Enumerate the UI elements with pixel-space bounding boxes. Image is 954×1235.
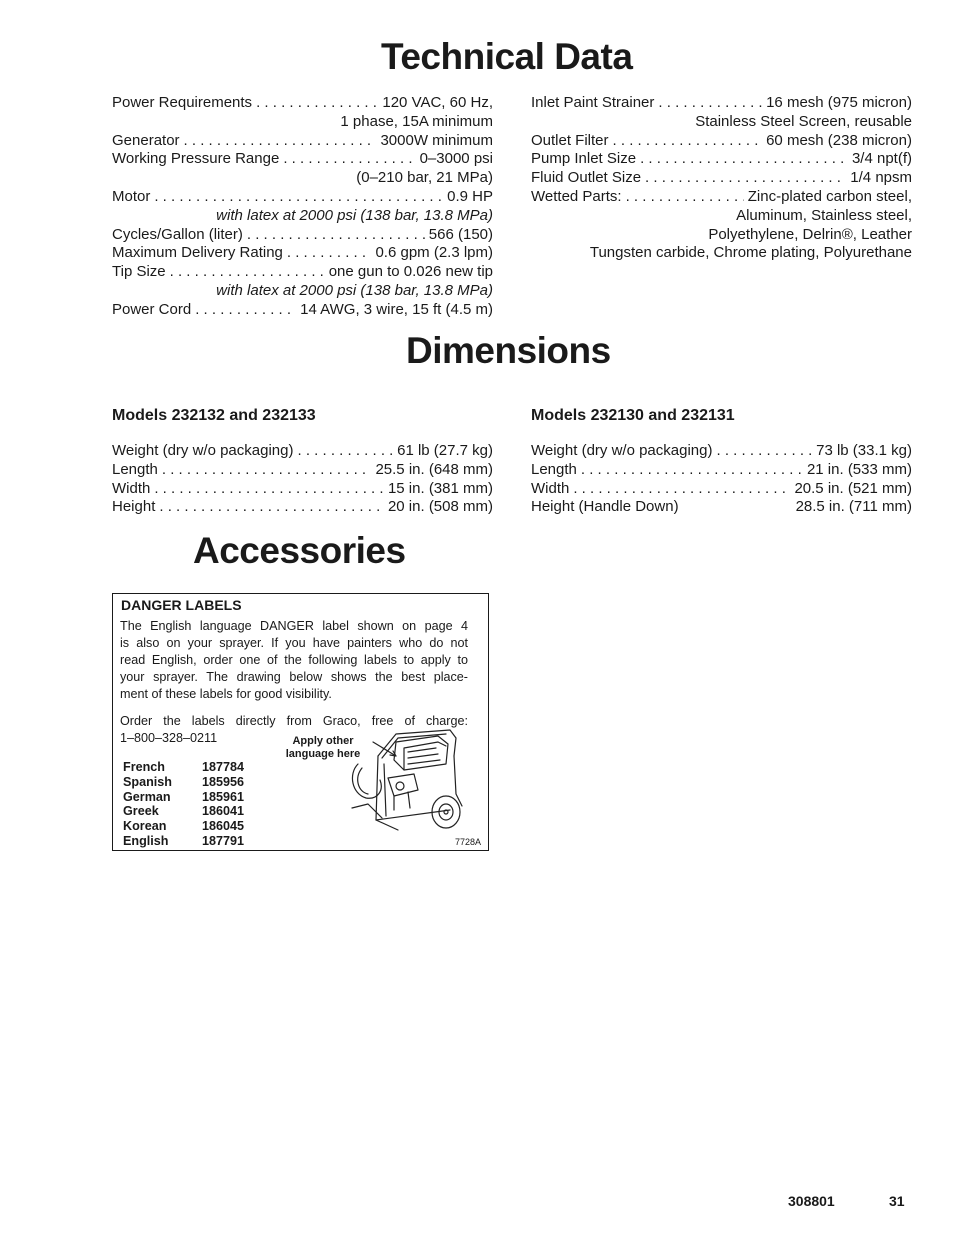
accessories-heading: Accessories xyxy=(193,530,406,571)
dimension-label: Length xyxy=(531,460,577,478)
spec-label: Wetted Parts: xyxy=(531,187,622,205)
dimension-row xyxy=(531,480,912,499)
spec-row xyxy=(531,150,912,169)
sprayer-illustration xyxy=(338,724,478,842)
table-row: Korean 186045 xyxy=(123,819,245,834)
dimension-value: 73 lb (33.1 kg) xyxy=(816,442,912,459)
dimension-value: 21 in. (533 mm) xyxy=(806,460,912,478)
dimension-row xyxy=(112,480,493,499)
spec-value: 3/4 npt(f) xyxy=(851,150,912,168)
dimension-row xyxy=(112,442,493,461)
spec-value: 566 (150) xyxy=(428,225,493,243)
spec-continuation: Aluminum, Stainless steel, xyxy=(736,206,912,224)
dimension-value: 15 in. (381 mm) xyxy=(387,479,493,497)
spec-label: Maximum Delivery Rating xyxy=(112,244,283,262)
spec-note: with latex at 2000 psi (138 bar, 13.8 MPa) xyxy=(216,206,493,224)
spec-label: Working Pressure Range xyxy=(112,150,280,168)
spec-row xyxy=(112,226,493,245)
spec-row xyxy=(531,94,912,113)
spec-label: Motor xyxy=(112,187,151,205)
spec-label: Outlet Filter xyxy=(531,131,609,149)
table-row: English 187791 xyxy=(123,833,245,848)
dimension-value: 20.5 in. (521 mm) xyxy=(794,479,912,497)
dimensions-heading: Dimensions xyxy=(406,330,611,371)
danger-labels-title: DANGER LABELS xyxy=(121,597,242,613)
dimension-row xyxy=(531,461,912,480)
spec-label: Tip Size xyxy=(112,263,166,281)
table-row: German 185961 xyxy=(123,789,245,804)
danger-labels-description: The English language DANGER label shown on page 4 is also on your sprayer. If you have painters who do not read English, order one of the following labels to apply to your sprayer. The drawing below shows the best place- ment of these labels for good visibility. xyxy=(120,619,468,701)
spec-continuation: Tungsten carbide, Chrome plating, Polyurethane xyxy=(589,244,912,262)
dimension-value: 28.5 in. (711 mm) xyxy=(795,498,912,516)
language-label-table xyxy=(123,760,244,849)
table-row: French 187784 xyxy=(123,760,245,774)
spec-value: Zinc-plated carbon steel, xyxy=(747,187,912,205)
spec-continuation: (0–210 bar, 21 MPa) xyxy=(356,169,493,187)
spec-value: 0–3000 psi xyxy=(419,150,493,168)
dimension-label: Width xyxy=(531,479,570,497)
danger-labels-box xyxy=(112,593,489,851)
tech-data-left-column xyxy=(112,94,493,320)
spec-value: 0.6 gpm (2.3 lpm) xyxy=(375,244,493,262)
phone-number: 1–800–328–0211 xyxy=(120,730,218,745)
spec-row xyxy=(531,169,912,188)
spec-row xyxy=(112,301,493,320)
placement-callout: Apply other language here xyxy=(285,735,361,760)
figure-id: 7728A xyxy=(454,837,481,847)
spec-row xyxy=(112,263,493,282)
dimensions-right-column xyxy=(531,442,912,517)
technical-data-heading: Technical Data xyxy=(381,36,633,77)
dimension-label: Length xyxy=(112,460,158,478)
dimension-row xyxy=(112,461,493,480)
dimension-label: Width xyxy=(112,479,151,497)
spec-row xyxy=(112,94,493,113)
spec-row xyxy=(531,188,912,207)
dimension-row xyxy=(531,442,912,461)
table-row: Greek 186041 xyxy=(123,804,245,819)
spec-label: Inlet Paint Strainer xyxy=(531,94,655,111)
dimension-value: 20 in. (508 mm) xyxy=(387,498,493,516)
spec-row xyxy=(112,150,493,169)
spec-label: Power Cord xyxy=(112,300,192,318)
dimension-label: Height xyxy=(112,498,156,516)
spec-row xyxy=(112,132,493,151)
table-row: Spanish 185956 xyxy=(123,774,245,789)
spec-value: 120 VAC, 60 Hz, xyxy=(382,94,493,111)
dimensions-left-column xyxy=(112,442,493,517)
order-instructions: Order the labels directly from Graco, free of charge: 1–800–328–0211 xyxy=(120,714,468,745)
spec-value: one gun to 0.026 new tip xyxy=(328,263,493,281)
spec-value: 60 mesh (238 micron) xyxy=(766,131,912,149)
tech-data-right-column xyxy=(531,94,912,263)
document-number: 308801 xyxy=(788,1193,835,1209)
spec-label: Cycles/Gallon (liter) xyxy=(112,225,243,243)
models-heading-right: Models 232130 and 232131 xyxy=(531,407,735,424)
spec-note: with latex at 2000 psi (138 bar, 13.8 MPa) xyxy=(216,281,493,299)
spec-continuation: 1 phase, 15A minimum xyxy=(340,112,493,130)
spec-value: 16 mesh (975 micron) xyxy=(766,94,912,111)
spec-value: 14 AWG, 3 wire, 15 ft (4.5 m) xyxy=(300,300,493,318)
spec-label: Generator xyxy=(112,131,180,149)
dimension-row xyxy=(531,498,912,517)
spec-label: Fluid Outlet Size xyxy=(531,169,642,187)
spec-continuation: Polyethylene, Delrin®, Leather xyxy=(708,225,912,243)
dimension-row xyxy=(112,498,493,517)
dimension-value: 25.5 in. (648 mm) xyxy=(375,460,493,478)
page-number: 31 xyxy=(889,1193,905,1209)
dimension-label: Height (Handle Down) xyxy=(531,498,679,516)
spec-value: 3000W minimum xyxy=(380,131,493,149)
spec-label: Power Requirements xyxy=(112,94,253,111)
spec-label: Pump Inlet Size xyxy=(531,150,637,168)
dimension-value: 61 lb (27.7 kg) xyxy=(397,442,493,459)
spec-value: 1/4 npsm xyxy=(850,169,912,187)
spec-value: 0.9 HP xyxy=(447,187,493,205)
models-heading-left: Models 232132 and 232133 xyxy=(112,407,316,424)
spec-row xyxy=(112,188,493,207)
spec-row xyxy=(112,244,493,263)
spec-continuation: Stainless Steel Screen, reusable xyxy=(695,112,912,130)
spec-row xyxy=(531,132,912,151)
dimension-label: Weight (dry w/o packaging) xyxy=(531,442,713,459)
dimension-label: Weight (dry w/o packaging) xyxy=(112,442,294,459)
